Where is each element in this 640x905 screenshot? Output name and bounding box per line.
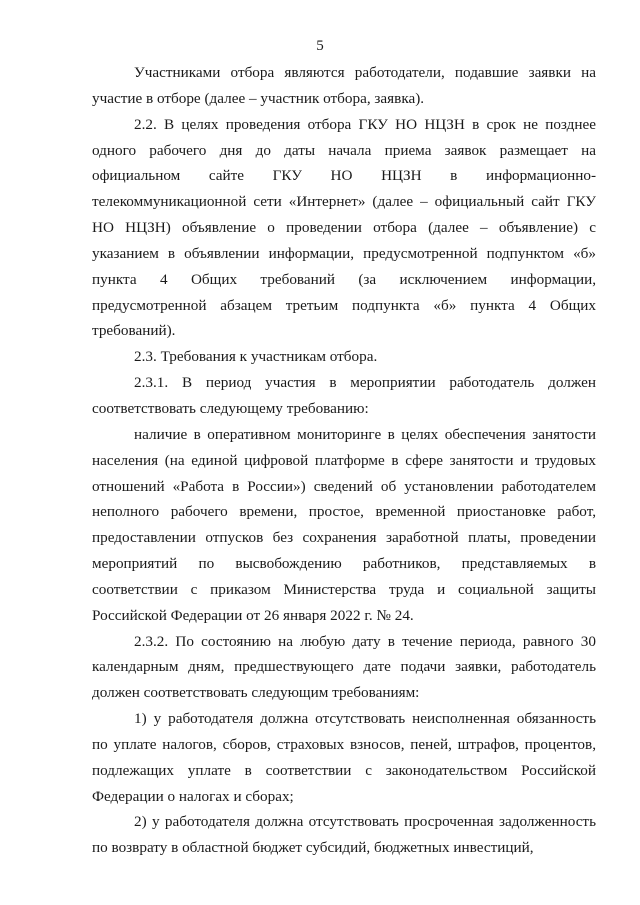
paragraph-2-3-2: 2.3.2. По состоянию на любую дату в течение периода, равного 30 календарным дням, предшествующего дате подачи заявки, работодатель должен соответствовать следующим требованиям: <box>92 632 596 702</box>
paragraph-requirement-2: 2) у работодателя должна отсутствовать просроченная задолженность по возврату в областной бюджет субсидий, бюджетных инвестиций, <box>92 813 596 857</box>
paragraph-2-3-1: 2.3.1. В период участия в мероприятии работодатель должен соответствовать следующему требованию: <box>92 374 596 417</box>
document-body <box>92 60 596 861</box>
paragraph-2-3: 2.3. Требования к участникам отбора. <box>134 348 378 366</box>
paragraph-requirement-1: 1) у работодателя должна отсутствовать неисполненная обязанность по уплате налогов, сборов, страховых взносов, пеней, штрафов, процентов, подлежащих уплате в соответствии с законодательством Российской Федерации о налогах и сборах; <box>92 710 596 805</box>
paragraph-monitoring-requirement: наличие в оперативном мониторинге в целях обеспечения занятости населения (на единой цифровой платформе в сфере занятости и трудовых отношений «Работа в России») сведений об установлении работодателем неполного рабочего времени, простое, временной приостановке работ, предоставлении отпусков без сохранения заработной платы, проведении мероприятий по высвобождению работников, представляемых в соответствии с приказом Министерства труда и социальной защиты Российской Федерации от 26 января 2022 г. № 24. <box>92 425 596 624</box>
paragraph-participants: Участниками отбора являются работодатели, подавшие заявки на участие в отборе (далее – участник отбора, заявка). <box>92 64 596 107</box>
paragraph-2-2: 2.2. В целях проведения отбора ГКУ НО НЦЗН в срок не позднее одного рабочего дня до даты начала приема заявок размещает на официальном сайте ГКУ НО НЦЗН в информационно-телекоммуникационной сети «Интернет» (далее – официальный сайт ГКУ НО НЦЗН) объявление о проведении отбора (далее – объявление) с указанием в объявлении информации, предусмотренной подпунктом «б» пункта 4 Общих требований (за исключением информации, предусмотренной абзацем третьим подпункта «б» пункта 4 Общих требований). <box>92 115 596 340</box>
page-number: 5 <box>316 38 324 54</box>
